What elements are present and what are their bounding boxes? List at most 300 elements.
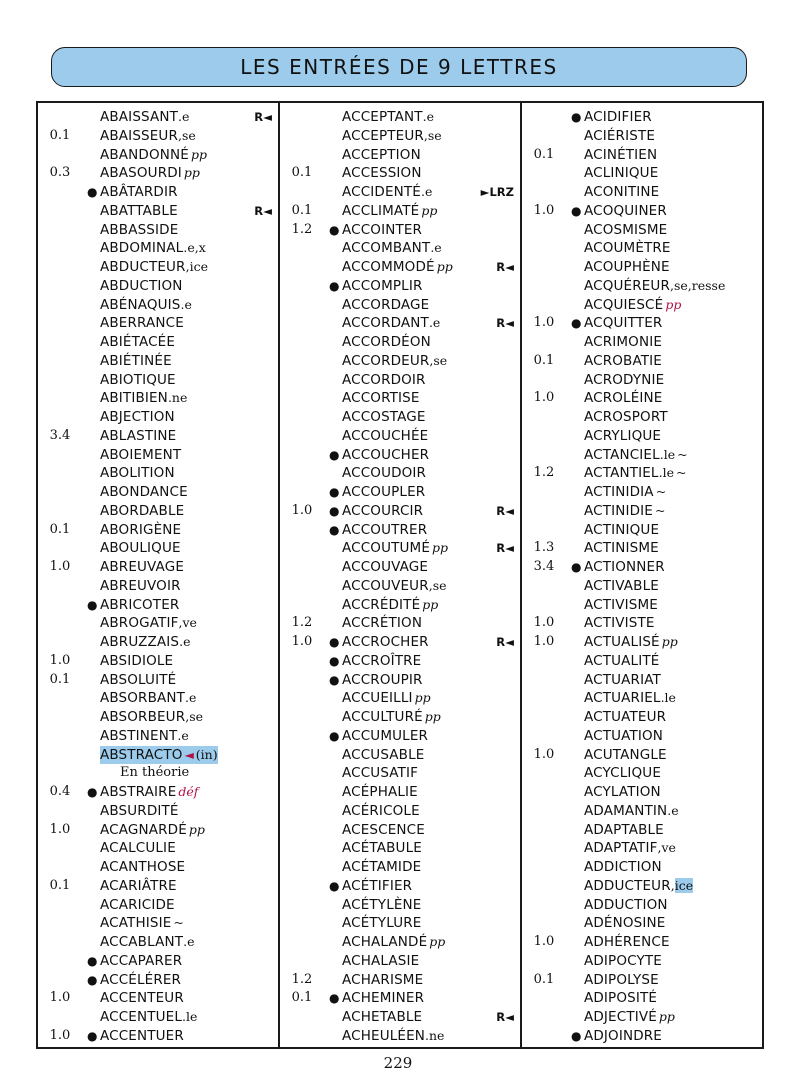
list-item xyxy=(280,558,520,577)
entry-word-text: ACHEMINER xyxy=(342,990,425,1007)
entry-annotation: pp xyxy=(665,296,682,312)
entry-word xyxy=(584,464,686,483)
list-item xyxy=(522,146,762,165)
entry-word xyxy=(584,689,676,708)
frequency-value: 1.0 xyxy=(291,634,313,649)
word-column-3 xyxy=(520,103,762,1047)
entry-word-text: ABREUVAGE xyxy=(100,559,184,575)
entry-word xyxy=(342,483,425,502)
entry-word xyxy=(100,1027,184,1046)
entry-word-text: ABAISSEUR xyxy=(100,127,178,144)
definition-note: En théorie xyxy=(120,765,190,781)
feminine-suffix: ,se xyxy=(428,577,447,593)
entry-word-text: ABÂTARDIR xyxy=(100,184,178,200)
feminine-suffix: ,ice xyxy=(185,259,208,274)
entry-word-text: ACCUSATIF xyxy=(342,765,419,782)
entry-word xyxy=(100,577,181,596)
entry-word xyxy=(584,521,659,540)
entry-word xyxy=(100,896,175,915)
list-item xyxy=(38,933,278,952)
entry-word-text: ACCORDANT xyxy=(342,315,429,332)
list-item xyxy=(38,614,278,633)
list-item xyxy=(280,314,520,333)
list-item xyxy=(280,427,520,446)
entry-word-text: ACESCENCE xyxy=(342,821,425,838)
entry-word-text: ABAISSANT xyxy=(100,109,179,125)
entry-word-text: ACCOUVEUR xyxy=(342,577,429,594)
entry-word xyxy=(342,183,432,202)
entry-word-text: ADDICTION xyxy=(584,859,662,875)
list-item xyxy=(280,858,520,877)
entry-word xyxy=(342,352,447,371)
entry-word-text: ACÉPHALIE xyxy=(342,784,418,800)
frequency-value: 3.4 xyxy=(533,559,555,574)
entry-word-text: ACTIVISTE xyxy=(584,615,655,632)
entry-word xyxy=(342,427,428,446)
frequency-value: 1.0 xyxy=(533,202,555,218)
list-item xyxy=(280,408,520,427)
entry-word-text: ADDUCTEUR xyxy=(584,877,671,894)
entry-word-text: ACTINIDIA xyxy=(584,484,654,500)
entry-word-text: ACHEULÉEN xyxy=(342,1027,426,1044)
entry-word xyxy=(100,127,196,146)
list-item xyxy=(38,521,278,540)
frequency-value: 1.0 xyxy=(49,821,71,837)
list-item xyxy=(38,296,278,315)
entry-word xyxy=(584,352,662,371)
entry-word-text: ABBASSIDE xyxy=(100,221,179,238)
entry-word-text: ACCOMMODÉ xyxy=(342,259,435,275)
entry-word xyxy=(342,746,424,765)
entry-word xyxy=(100,614,197,633)
list-item xyxy=(522,183,762,202)
list-item xyxy=(280,539,520,558)
entry-word-text: ABROGATIF xyxy=(100,615,179,632)
entry-word xyxy=(100,633,191,652)
entry-word xyxy=(100,558,184,577)
entry-word-text: ACOUPHÈNE xyxy=(584,259,670,275)
list-item xyxy=(280,764,520,783)
entry-annotation: pp xyxy=(429,934,446,949)
entry-word xyxy=(342,839,422,858)
list-item xyxy=(280,914,520,933)
entry-word xyxy=(584,652,659,671)
entry-word-text: ACCORDOIR xyxy=(342,371,426,388)
list-item xyxy=(38,221,278,240)
entry-word xyxy=(342,296,429,315)
entry-word xyxy=(584,877,693,896)
frequency-value: 3.4 xyxy=(49,427,71,443)
entry-word-text: ACIDIFIER xyxy=(584,109,652,125)
highlighted-suffix: ice xyxy=(674,877,694,893)
entry-word xyxy=(100,371,176,390)
feminine-suffix: .e xyxy=(177,727,189,743)
entry-word-text: ACQUIESCÉ xyxy=(584,296,664,313)
entry-word-text: ADJECTIVÉ xyxy=(584,1009,657,1025)
entry-word-text: ACCROCHER xyxy=(342,634,429,650)
entry-word xyxy=(342,764,418,783)
verb-bullet-icon: ● xyxy=(87,972,98,987)
entry-word xyxy=(584,596,658,615)
feminine-suffix: .e xyxy=(178,109,190,124)
feminine-suffix: .e,x xyxy=(183,240,206,256)
list-item xyxy=(280,483,520,502)
entry-word-text: ACQUÉREUR xyxy=(584,277,670,294)
list-item xyxy=(280,596,520,615)
entry-word-text: ABIÉTACÉE xyxy=(100,334,176,350)
list-item xyxy=(38,502,278,521)
entry-annotation: pp xyxy=(658,1009,675,1024)
entry-annotation: ~ xyxy=(675,465,687,481)
list-item xyxy=(280,971,520,990)
list-item xyxy=(522,521,762,540)
list-item xyxy=(522,333,762,352)
entry-word xyxy=(584,202,667,221)
list-item xyxy=(38,146,278,165)
entry-word xyxy=(342,802,420,821)
list-item xyxy=(522,164,762,183)
entry-word-text: ADÉNOSINE xyxy=(584,915,666,932)
list-item xyxy=(280,1008,520,1027)
entry-word xyxy=(342,221,422,240)
frequency-value: 1.0 xyxy=(533,615,555,631)
entry-word-text: ADJOINDRE xyxy=(584,1027,662,1044)
entry-annotation: pp xyxy=(661,634,678,649)
entry-word-text: ABITIBIEN xyxy=(100,390,168,407)
entry-word-text: ACCORDEUR xyxy=(342,352,430,369)
list-item xyxy=(280,127,520,146)
entry-word-text: ACHETABLE xyxy=(342,1009,423,1025)
feminine-suffix: .e xyxy=(667,802,679,818)
frequency-value: 1.0 xyxy=(533,746,555,762)
entry-word-text: ACCROÎTRE xyxy=(342,652,422,669)
entry-word-text: ACONITINE xyxy=(584,184,660,200)
entry-word-text: ABSURDITÉ xyxy=(100,802,179,819)
entry-word xyxy=(342,708,441,727)
entry-word-text: ABDUCTION xyxy=(100,277,183,294)
entry-word-text: ACCOUPLER xyxy=(342,484,426,500)
entry-word-text: ACTINISME xyxy=(584,540,659,557)
list-item xyxy=(280,296,520,315)
verb-bullet-icon: ● xyxy=(329,447,340,462)
entry-word xyxy=(584,371,664,390)
list-item xyxy=(280,239,520,258)
entry-word xyxy=(100,671,176,690)
entry-word xyxy=(342,146,421,165)
feminine-suffix: .le xyxy=(660,690,676,706)
entry-word xyxy=(100,277,183,296)
entry-word-text: ABORIGÈNE xyxy=(100,521,182,538)
entry-tag: R◄ xyxy=(254,110,272,124)
list-item xyxy=(38,202,278,221)
entry-word xyxy=(100,352,172,371)
list-item xyxy=(522,596,762,615)
frequency-value: 0.1 xyxy=(49,877,71,893)
verb-bullet-icon: ● xyxy=(329,522,340,537)
feminine-suffix: ,se,resse xyxy=(669,277,726,293)
list-item xyxy=(38,1027,278,1046)
entry-word xyxy=(100,164,200,183)
verb-bullet-icon: ● xyxy=(571,110,582,124)
entry-word-text: ABOIEMENT xyxy=(100,446,182,463)
entry-word xyxy=(342,933,445,952)
verb-bullet-icon: ● xyxy=(329,878,340,893)
entry-word xyxy=(100,314,184,333)
list-item xyxy=(522,296,762,315)
entry-word xyxy=(584,671,661,690)
entry-word-text: ABIÉTINÉE xyxy=(100,352,172,369)
list-item xyxy=(38,352,278,371)
list-item xyxy=(38,1008,278,1027)
entry-word xyxy=(100,239,206,258)
entry-word-text: ABSTRAIRE xyxy=(100,784,177,800)
entry-word-text: ADIPOLYSE xyxy=(584,971,659,988)
frequency-value: 1.0 xyxy=(49,559,71,574)
entry-annotation: pp xyxy=(424,709,441,724)
list-item xyxy=(522,427,762,446)
list-item xyxy=(522,446,762,465)
entry-word xyxy=(100,689,196,708)
entry-word xyxy=(342,558,428,577)
list-item xyxy=(38,746,278,765)
list-item xyxy=(280,221,520,240)
entry-word-text: ABSORBEUR xyxy=(100,709,186,725)
list-item xyxy=(38,633,278,652)
entry-annotation: déf xyxy=(178,784,199,799)
entry-word-text: ACCOUCHÉE xyxy=(342,427,429,444)
entry-word xyxy=(100,877,177,896)
list-item xyxy=(522,633,762,652)
entry-tag: R◄ xyxy=(496,635,514,649)
verb-bullet-icon: ● xyxy=(329,672,340,687)
verb-bullet-icon: ● xyxy=(87,785,98,799)
entry-word-text: ACCORTISE xyxy=(342,390,420,407)
entry-word xyxy=(100,108,189,127)
entry-word xyxy=(100,521,181,540)
list-item xyxy=(522,577,762,596)
entry-word xyxy=(100,652,173,671)
entry-word-text: ACHARISME xyxy=(342,971,424,988)
entry-word-text: ACCEPTANT xyxy=(342,109,423,125)
entry-word-text: ACOUMÈTRE xyxy=(584,240,671,257)
list-item xyxy=(522,821,762,840)
entry-word xyxy=(584,539,659,558)
list-item xyxy=(522,389,762,408)
entry-tag: R◄ xyxy=(496,503,514,518)
entry-word xyxy=(584,914,665,933)
list-item xyxy=(280,164,520,183)
entry-tag: R◄ xyxy=(496,260,514,274)
entry-word-text: ABREUVOIR xyxy=(100,577,181,594)
list-item xyxy=(38,652,278,671)
red-arrow-icon: ◄ xyxy=(184,747,194,762)
entry-word-text: ACLINIQUE xyxy=(584,165,659,182)
feminine-suffix: .le xyxy=(658,465,674,481)
entry-word-text: ACCENTUER xyxy=(100,1027,184,1044)
entry-word-text: ACCENTUEL xyxy=(100,1009,183,1025)
entry-word-text: ACCABLANT xyxy=(100,934,184,950)
entry-tag: ►LRZ xyxy=(480,185,514,199)
entry-word-text: ACYCLIQUE xyxy=(584,765,662,782)
entry-word-text: ADHÉRENCE xyxy=(584,934,670,950)
entry-word xyxy=(342,727,428,746)
entry-word xyxy=(100,708,203,727)
entry-word-text: ACANTHOSE xyxy=(100,859,186,875)
entry-word-text: ACÉTYLURE xyxy=(342,915,422,932)
entry-word xyxy=(584,971,659,990)
list-item xyxy=(38,858,278,877)
entry-word-text: ACCOINTER xyxy=(342,221,423,238)
page-title: LES ENTRÉES DE 9 LETTRES xyxy=(240,55,558,79)
entry-word xyxy=(342,971,423,990)
list-item xyxy=(522,802,762,821)
list-item xyxy=(38,371,278,390)
entry-word xyxy=(584,333,662,352)
list-item xyxy=(38,333,278,352)
entry-word xyxy=(342,408,426,427)
list-item xyxy=(38,314,278,333)
entry-word xyxy=(342,952,419,971)
list-item xyxy=(38,558,278,577)
entry-word-text: ACCOURCIR xyxy=(342,502,424,519)
entry-word-text: ACIÉRISTE xyxy=(584,127,655,144)
entry-word xyxy=(584,127,655,146)
frequency-value: 0.1 xyxy=(291,990,313,1006)
entry-word-text: ADIPOCYTE xyxy=(584,952,662,969)
list-item xyxy=(522,1008,762,1027)
entry-annotation: pp xyxy=(421,202,438,218)
entry-word xyxy=(342,783,418,802)
entry-word xyxy=(584,389,662,408)
list-item xyxy=(38,464,278,483)
entry-word xyxy=(100,539,181,558)
entry-word xyxy=(584,146,657,165)
list-item xyxy=(522,896,762,915)
feminine-suffix: .ne xyxy=(167,390,188,406)
entry-annotation: (in) xyxy=(195,746,218,762)
entry-word-text: ACRIMONIE xyxy=(584,334,663,350)
verb-bullet-icon: ● xyxy=(329,485,340,499)
list-item xyxy=(522,1027,762,1046)
entry-word-text: ACUTANGLE xyxy=(584,746,667,763)
entry-word-text: ACHALANDÉ xyxy=(342,934,428,950)
entry-word-text: ACARIÂTRE xyxy=(100,877,177,894)
frequency-value: 1.0 xyxy=(533,634,555,649)
list-item xyxy=(280,727,520,746)
entry-word-text: ACINÉTIEN xyxy=(584,146,658,163)
entry-tag: R◄ xyxy=(496,316,514,331)
verb-bullet-icon: ● xyxy=(87,597,98,612)
list-item xyxy=(280,146,520,165)
verb-bullet-icon: ● xyxy=(571,316,582,331)
list-item xyxy=(522,539,762,558)
entry-word xyxy=(342,502,423,521)
entry-word xyxy=(584,183,659,202)
list-item xyxy=(522,483,762,502)
frequency-value: 1.2 xyxy=(533,465,555,481)
list-item xyxy=(38,971,278,990)
list-item xyxy=(522,652,762,671)
entry-word-text: ACCÉLÉRER xyxy=(100,971,182,988)
frequency-value: 0.1 xyxy=(291,202,313,218)
list-item xyxy=(38,427,278,446)
entry-word xyxy=(100,408,175,427)
entry-word-text: ACTUARIAT xyxy=(584,671,661,688)
entry-word-text: ACCOUCHER xyxy=(342,446,430,463)
entry-word xyxy=(584,802,679,821)
feminine-suffix: , xyxy=(670,877,675,893)
list-item xyxy=(280,183,520,202)
entry-word xyxy=(100,1008,197,1027)
entry-word-text: ACÉRICOLE xyxy=(342,802,420,819)
list-item xyxy=(38,727,278,746)
frequency-value: 1.0 xyxy=(533,390,555,406)
list-item xyxy=(38,671,278,690)
page-number: 229 xyxy=(383,1054,413,1072)
entry-word xyxy=(342,277,423,296)
entry-word xyxy=(584,839,676,858)
entry-word xyxy=(342,446,429,465)
entry-annotation: pp xyxy=(414,690,431,706)
entry-word-text: ACQUITTER xyxy=(584,315,663,332)
entry-word xyxy=(100,483,188,502)
entry-word xyxy=(100,221,178,240)
entry-word-text: ABOLITION xyxy=(100,465,175,482)
list-item xyxy=(280,821,520,840)
entry-word xyxy=(342,1027,444,1046)
entry-word-text: ABÉNAQUIS xyxy=(100,296,181,313)
frequency-value: 0.1 xyxy=(533,146,555,162)
list-item xyxy=(38,689,278,708)
entry-word-text: ACRYLIQUE xyxy=(584,427,662,444)
list-item xyxy=(522,764,762,783)
entry-word-text: ACCOUVAGE xyxy=(342,559,429,575)
list-item xyxy=(522,202,762,221)
list-item xyxy=(38,839,278,858)
verb-bullet-icon: ● xyxy=(329,653,340,668)
entry-word xyxy=(100,502,184,521)
entry-word xyxy=(342,202,437,221)
entry-word xyxy=(100,989,184,1008)
frequency-value: 0.4 xyxy=(49,784,71,799)
list-item xyxy=(522,258,762,277)
entry-word xyxy=(100,802,179,821)
entry-word xyxy=(584,296,681,315)
list-item xyxy=(280,258,520,277)
list-item xyxy=(280,952,520,971)
list-item xyxy=(38,989,278,1008)
entry-word-text: ACTANCIEL xyxy=(584,446,660,463)
feminine-suffix: .e xyxy=(420,184,433,199)
entry-word xyxy=(584,708,666,727)
list-item xyxy=(280,614,520,633)
entry-word xyxy=(584,258,670,277)
entry-word xyxy=(342,389,420,408)
entry-word xyxy=(342,521,427,540)
list-item xyxy=(522,614,762,633)
entry-word-text: ACTUALISÉ xyxy=(584,634,660,650)
frequency-value: 1.0 xyxy=(49,1027,71,1043)
entry-word xyxy=(342,1008,422,1027)
list-item xyxy=(38,952,278,971)
entry-word xyxy=(100,727,189,746)
list-item xyxy=(522,127,762,146)
list-item xyxy=(280,671,520,690)
frequency-value: 0.3 xyxy=(49,165,71,181)
entry-annotation: pp xyxy=(422,596,439,612)
frequency-value: 0.1 xyxy=(533,971,555,987)
word-table xyxy=(36,101,764,1049)
